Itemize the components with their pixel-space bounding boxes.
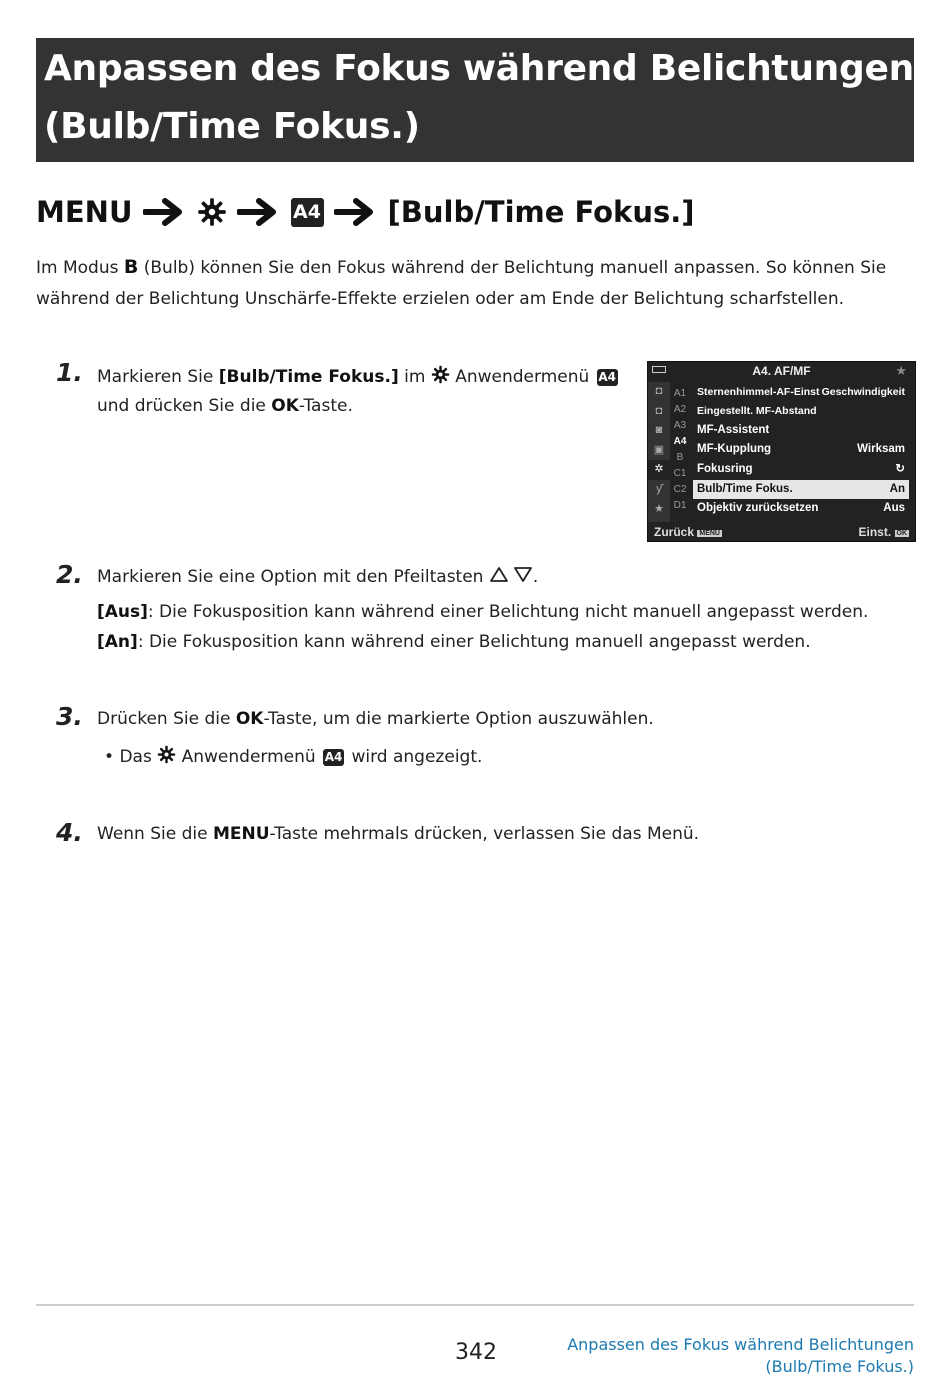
screen-footer [648,523,915,541]
step-number: 1. [56,358,83,387]
menu-path [36,188,695,236]
step-number: 3. [56,702,83,731]
row-value: Geschwindigkeit [821,386,905,398]
section-link[interactable] [567,1334,914,1378]
screen-row [693,440,909,459]
row-value: An [889,483,905,495]
menu-key-tag: MENU [699,530,720,537]
text: im [398,367,431,387]
camera-menu-screenshot [647,361,916,542]
screen-tab-column [670,386,690,514]
text: Das [119,747,158,767]
text: -Taste. [298,396,353,416]
menu-item-label: [Bulb/Time Fokus.] [387,195,695,229]
screen-row [693,402,909,421]
screen-tab: A3 [673,420,687,431]
back-label: Zurück [654,525,695,539]
screen-header: A4. AF/MF [752,364,811,378]
step-3-text [97,705,654,734]
text: Anwendermenü [449,367,595,387]
step-4-text [97,820,699,849]
text: -Taste mehrmals drücken, verlassen Sie das Menü. [269,824,700,844]
star-icon: ★ [895,363,907,378]
intro-text: während der Belichtung Unschärfe-Effekte erzielen oder am Ende der Belichtung scharfstellen. [36,289,845,309]
screen-row-selected [693,480,909,499]
arrow-right-icon [334,197,378,227]
intro-text: (Bulb) können Sie den Fokus während der Belichtung manuell anpassen. So können Sie [138,258,887,278]
text: und drücken Sie die [97,396,272,416]
text: . [532,567,539,587]
text: Markieren Sie eine Option mit den Pfeiltasten [97,567,489,587]
playback-icon: ▣ [653,443,665,456]
screen-row [693,499,909,518]
camera1-icon: ◘ [655,385,663,397]
tab-badge-a4: A4 [598,370,616,384]
intro-text: Im Modus [36,258,124,278]
screen-tab: D1 [673,500,687,511]
text: Wenn Sie die [97,824,213,844]
row-value: Aus [883,502,905,514]
title-line-1: Anpassen des Fokus während Belichtungen [44,48,914,89]
screen-row [693,460,909,479]
option-text: : Die Fokusposition kann während einer Belichtung nicht manuell angepasst werden. [147,602,869,622]
ok-key: OK [235,709,264,729]
mymenu-star-icon: ★ [654,502,664,515]
row-label: Bulb/Time Fokus. [697,483,793,495]
bullet: • [104,747,115,767]
step-1-text [97,363,620,421]
arrow-down-icon [513,566,533,583]
screen-row [693,383,909,402]
arrow-right-icon [237,197,281,227]
step-number: 4. [56,818,83,847]
option-aus [97,598,868,627]
text: Drücken Sie die [97,709,236,729]
row-value: Wirksam [857,443,905,455]
step-number: 2. [56,560,83,589]
row-label: MF-Assistent [697,424,770,436]
mode-symbol: B [123,256,139,278]
menu-label: MENU [36,195,133,229]
screen-tab: A2 [673,404,687,415]
option-an [97,628,811,657]
screen-tab: C1 [673,468,687,479]
wrench-icon: ƴ [656,482,662,495]
text: wird angezeigt. [346,747,483,767]
option-key: [Aus] [97,602,148,622]
page-number: 342 [455,1340,497,1365]
menu-key: MENU [212,824,270,844]
ok-key-tag: OK [896,530,907,537]
option-text: : Die Fokusposition kann während einer Belichtung manuell angepasst werden. [137,632,811,652]
row-label: Eingestellt. MF-Abstand [697,405,817,417]
row-label: Sternenhimmel-AF-Einst [697,386,820,398]
section-link-line[interactable]: (Bulb/Time Fokus.) [765,1357,914,1376]
arrow-right-icon [143,197,187,227]
set-label: Einst. [858,525,892,539]
row-label: Fokusring [697,463,753,475]
tab-badge-a4: A4 [291,198,324,227]
arrow-up-icon [489,566,509,583]
screen-tab: A1 [673,388,687,399]
section-link-line[interactable]: Anpassen des Fokus während Belichtungen [567,1335,914,1354]
custom-gear-icon: ✲ [648,460,670,480]
intro-paragraph [36,252,916,315]
title-line-2: (Bulb/Time Fokus.) [44,106,420,147]
page-title [36,38,914,162]
text: -Taste, um die markierte Option auszuwählen. [263,709,654,729]
screen-category-column [648,382,670,522]
screen-tab: B [676,452,684,463]
option-key: [An] [97,632,138,652]
camera2-icon: ◘ [655,404,663,417]
text: Anwendermenü [176,747,322,767]
menu-item-ref: [Bulb/Time Fokus.] [218,367,399,387]
screen-tab-active: A4 [673,436,687,447]
step-2-text [97,563,538,592]
footer-divider [36,1304,914,1306]
row-label: MF-Kupplung [697,443,772,455]
step-3-bullet [104,743,482,772]
screen-row [693,421,909,440]
tab-badge-a4: A4 [324,750,343,764]
video-icon: ◙ [655,424,663,437]
gear-icon [197,197,227,227]
rotation-direction-icon: ↻ [895,463,905,475]
text: Markieren Sie [97,367,219,387]
gear-icon [157,745,176,764]
gear-icon [431,365,450,384]
ok-key: OK [271,396,299,416]
screen-tab: C2 [673,484,687,495]
row-label: Objektiv zurücksetzen [697,502,819,514]
